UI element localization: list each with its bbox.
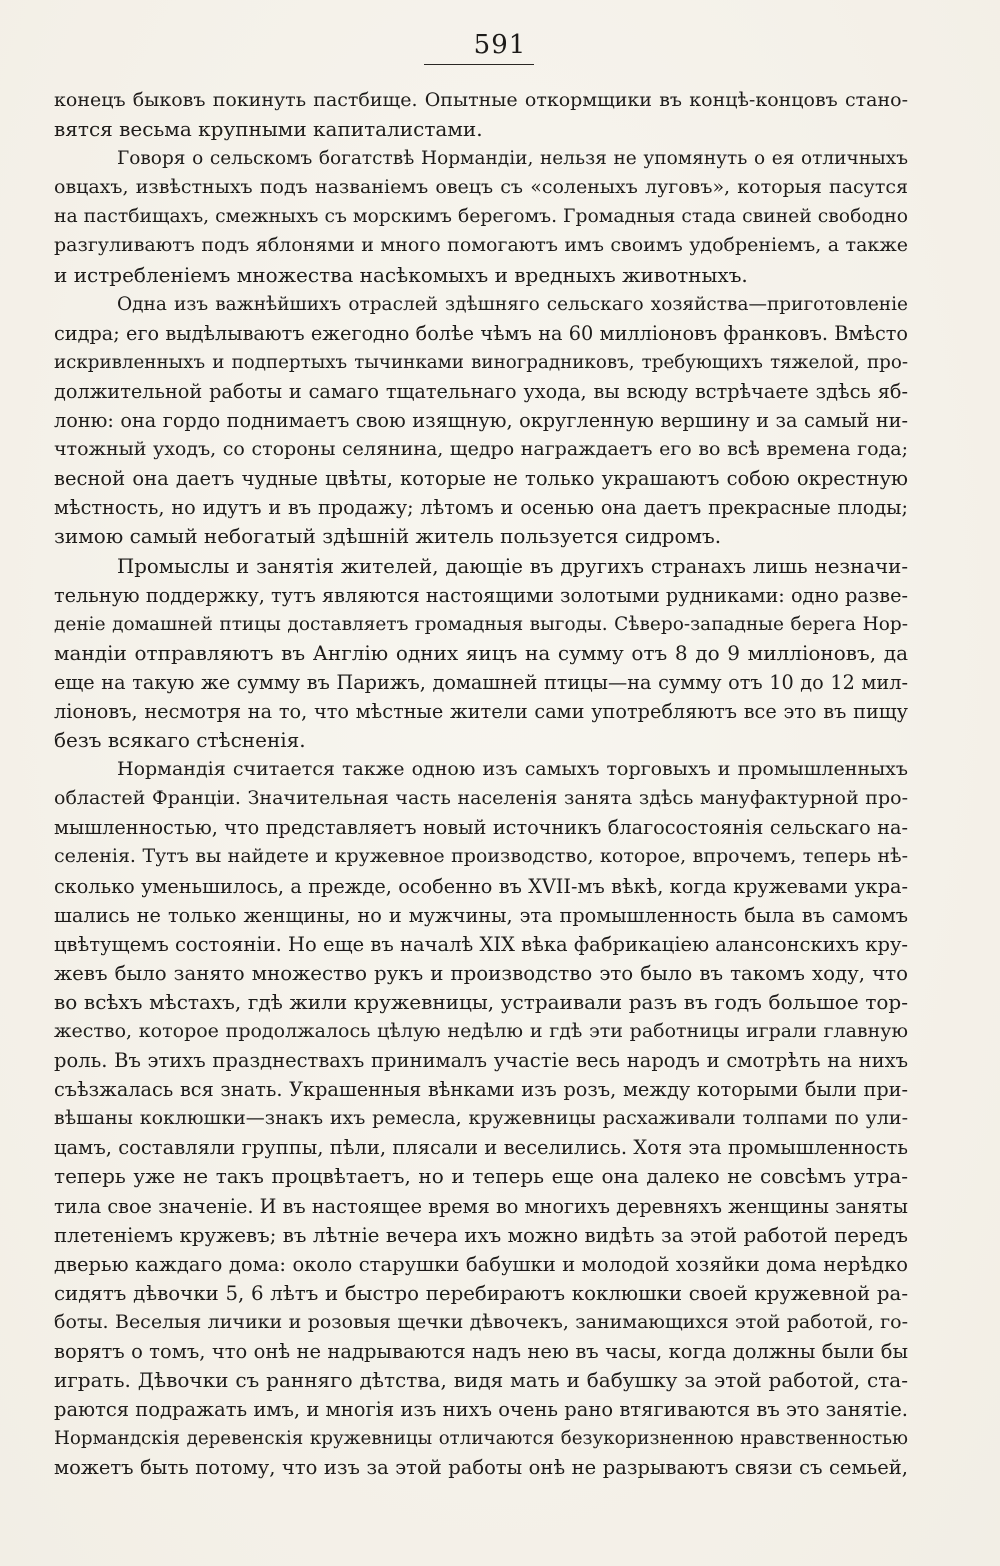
text-line: областей Франціи. Значительная часть населенія занята здѣсь мануфактурной про- (54, 787, 908, 810)
paragraph (54, 552, 908, 756)
text-line: боты. Веселыя личики и розовыя щечки дѣвочекъ, занимающихся этой работой, го- (54, 1310, 908, 1333)
text-line: селенія. Тутъ вы найдете и кружевное производство, которое, впрочемъ, теперь нѣ- (54, 845, 908, 868)
page-number-rule (424, 64, 534, 65)
text-line: роль. Въ этихъ празднествахъ принималъ участіе весь народъ и смотрѣть на нихъ (54, 1049, 908, 1073)
text-line: теперь уже не такъ процвѣтаетъ, но и теперь еще она далеко не совсѣмъ утра- (54, 1164, 908, 1189)
text-line: зимою самый небогатый здѣшній житель пользуется сидромъ. (54, 524, 722, 549)
text-line: мышленностью, что представляетъ новый источникъ благосостоянія сельскаго на- (54, 816, 908, 840)
text-line: лоню: она гордо поднимаетъ свою изящную, округленную вершину и за самый ни- (54, 409, 908, 433)
paragraph (54, 290, 908, 552)
text-line: овцахъ, извѣстныхъ подъ названіемъ овецъ съ «соленыхъ луговъ», которыя пасутся (54, 176, 908, 199)
text-line: еще на такую же сумму въ Парижъ, домашней птицы—на сумму отъ 10 до 12 мил- (54, 670, 908, 694)
text-line: Говоря о сельскомъ богатствѣ Нормандіи, нельзя не упомянуть о ея отличныхъ (117, 148, 908, 170)
text-line: шались не только женщины, но и мужчины, эта промышленность была въ самомъ (54, 903, 908, 927)
text-line: во всѣхъ мѣстахъ, гдѣ жили кружевницы, устраивали разъ въ годъ большое тор- (54, 989, 908, 1014)
text-line: мѣстность, но идутъ и въ продажу; лѣтомъ и осенью она даетъ прекрасные плоды; (54, 496, 908, 520)
text-line: тельную поддержку, тутъ являются настоящими золотыми рудниками: одно разве- (54, 583, 908, 607)
text-line: деніе домашней птицы доставляетъ громадныя выгоды. Сѣверо-западные берега Нор- (54, 613, 908, 635)
text-line: Нормандія считается также одною изъ самыхъ торговыхъ и промышленныхъ (117, 758, 908, 781)
page-number: 591 (473, 30, 527, 60)
text-line: безъ всякаго стѣсненія. (54, 728, 306, 753)
text-line: играть. Дѣвочки съ ранняго дѣтства, видя мать и бабушку за этой работой, ста- (54, 1368, 908, 1393)
text-line: ліоновъ, несмотря на то, что мѣстные жители сами употребляютъ все это въ пищу (54, 699, 908, 723)
text-line: искривленныхъ и подпертыхъ тычинками виноградниковъ, требующихъ тяжелой, про- (54, 351, 908, 373)
paragraph (54, 86, 908, 144)
text-line: можетъ быть потому, что изъ за этой работы онѣ не разрываютъ связи съ семьей, (54, 1456, 908, 1480)
text-line: жевъ было занято множество рукъ и производство это было въ такомъ ходу, что (54, 961, 908, 985)
text-line: вятся весьма крупными капиталистами. (54, 117, 483, 142)
paragraph (54, 144, 908, 289)
text-line: тила свое значеніе. И въ настоящее время во многихъ деревняхъ женщины заняты (54, 1194, 908, 1218)
text-line: Промыслы и занятія жителей, дающіе въ другихъ странахъ лишь незначи- (117, 554, 908, 578)
text-line: конецъ быковъ покинуть пастбище. Опытные откормщики въ концѣ-концовъ стано- (54, 89, 908, 111)
text-line: съѣзжалась вся знать. Украшенныя вѣнками изъ розъ, между которыми были при- (54, 1078, 908, 1102)
text-line: плетеніемъ кружевъ; въ лѣтніе вечера ихъ можно видѣть за этой работой передъ (54, 1223, 908, 1247)
text-line: ворятъ о томъ, что онѣ не надрываются надъ нею въ часы, когда должны были бы (54, 1340, 908, 1364)
text-line: жество, которое продолжалось цѣлую недѣлю и гдѣ эти работницы играли главную (54, 1020, 908, 1042)
text-line: чтожный уходъ, со стороны селянина, щедро награждаетъ его во всѣ времена года; (54, 438, 908, 461)
text-line: сидятъ дѣвочки 5, 6 лѣтъ и быстро перебираютъ коклюшки своей кружевной ра- (54, 1281, 908, 1305)
text-line: раются подражать имъ, и многія изъ нихъ очень рано втягиваются въ это занятіе. (54, 1398, 908, 1422)
text-line: сидра; его выдѣлываютъ ежегодно болѣе чѣмъ на 60 милліоновъ франковъ. Вмѣсто (54, 321, 908, 345)
paragraph (54, 755, 908, 1482)
text-line: цамъ, составляли группы, пѣли, плясали и веселились. Хотя эта промышленность (54, 1136, 908, 1160)
text-line: Нормандскія деревенскія кружевницы отличаются безукоризненною нравственностью (54, 1428, 908, 1450)
text-line: весной она даетъ чудные цвѣты, которые не только украшаютъ собою окрестную (54, 467, 908, 491)
text-line: разгуливаютъ подъ яблонями и много помогаютъ имъ своимъ удобреніемъ, а также (54, 234, 908, 257)
text-body (54, 86, 908, 1483)
text-line: мандіи отправляютъ въ Англію одних яицъ на сумму отъ 8 до 9 милліоновъ, да (54, 640, 908, 665)
text-line: должительной работы и самаго тщательнаго ухода, вы всюду встрѣчаете здѣсь яб- (54, 379, 908, 403)
text-line: и истребленіемъ множества насѣкомыхъ и вредныхъ животныхъ. (54, 262, 748, 287)
text-line: цвѣтущемъ состояніи. Но еще въ началѣ XIX вѣка фабрикаціею алансонскихъ кру- (54, 932, 909, 956)
text-line: на пастбищахъ, смежныхъ съ морскимъ берегомъ. Громадныя стада свиней свободно (54, 206, 908, 228)
text-line: вѣшаны коклюшки—знакъ ихъ ремесла, кружевницы расхаживали толпами по ули- (54, 1107, 908, 1130)
text-line: Одна изъ важнѣйшихъ отраслей здѣшняго сельскаго хозяйства—приготовленіе (117, 293, 908, 315)
text-line: дверью каждаго дома: около старушки бабушки и молодой хозяйки дома нерѣдко (54, 1252, 908, 1276)
text-line: сколько уменьшилось, а прежде, особенно въ XVII-мъ вѣкѣ, когда кружевами укра- (54, 874, 908, 898)
